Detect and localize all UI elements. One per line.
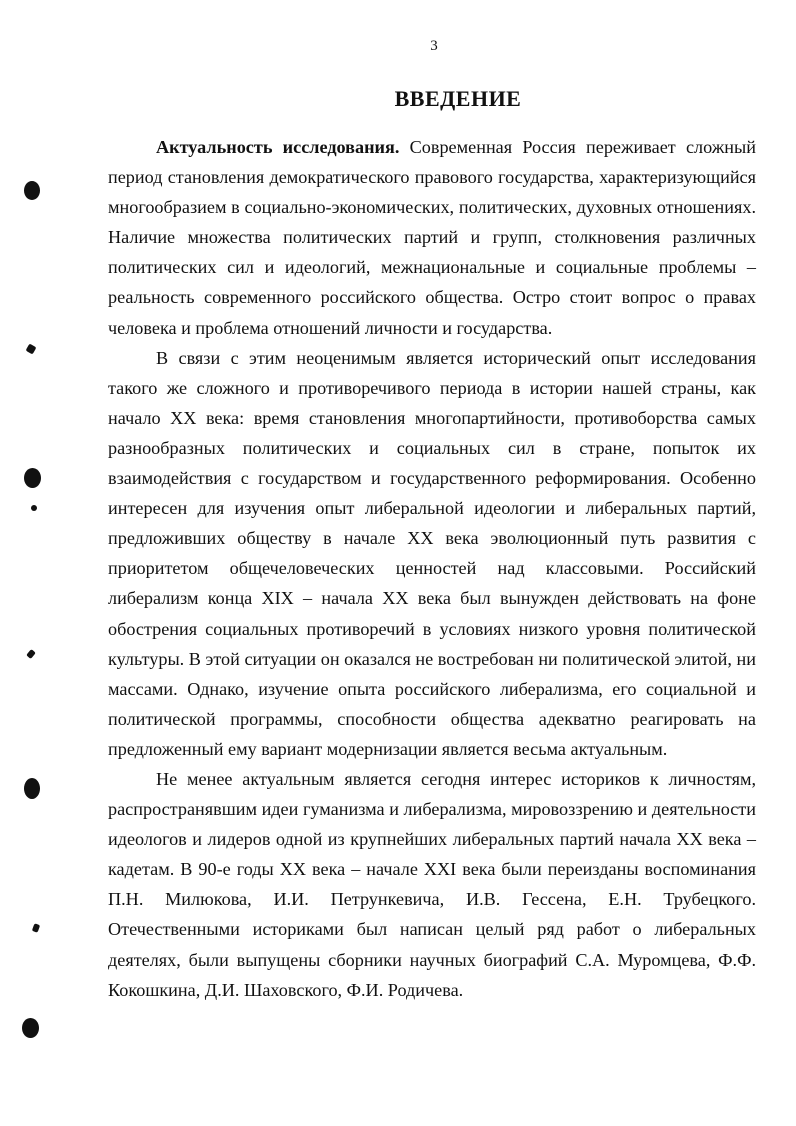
scan-mark	[24, 181, 40, 200]
paragraph-text: Не менее актуальным является сегодня интерес историков к личностям, распространявшим идеи гуманизма и либерализма, мировоззрению и деятельности идеологов и лидеров одной из крупнейших либеральных партий начала XX века – кадетам. В 90-е годы XX века – начале XXI века были переизданы воспоминания П.Н. Милюкова, И.И. Петрункевича, И.В. Гессена, Е.Н. Трубецкого. Отечественными историками был написан целый ряд работ о либеральных деятелях, были выпущены сборники научных биографий С.А. Муромцева, Ф.Ф. Кокошкина, Д.И. Шаховского, Ф.И. Родичева.	[108, 768, 756, 1000]
page-number: 3	[430, 38, 438, 54]
scan-mark	[26, 649, 36, 659]
paragraph-text: В связи с этим неоценимым является исторический опыт исследования такого же сложного и противоречивого периода в истории нашей страны, как начало XX века: время становления многопартийности, противоборства самых разнообразных политических и социальных сил в стране, попыток их взаимодействия с государством и государственного реформирования. Особенно интересен для изучения опыт либеральной идеологии и либеральных партий, предложивших обществу в начале XX века эволюционный путь развития с приоритетом общечеловеческих ценностей над классовыми. Российский либерализм конца XIX – начала XX века был вынужден действовать на фоне обострения социальных противоречий в условиях низкого уровня политической культуры. В этой ситуации он оказался не востребован ни политической элитой, ни массами. Однако, изучение опыта российского либерализма, его социальной и политической программы, способности общества адекватно реагировать на предложенный ему вариант модернизации является весьма актуальным.	[108, 347, 756, 759]
scan-mark	[24, 468, 41, 488]
paragraph-2	[108, 343, 756, 764]
body-text	[108, 132, 756, 1005]
scan-mark	[31, 505, 37, 511]
scan-mark	[24, 778, 40, 799]
scan-mark	[32, 923, 40, 933]
page-title: ВВЕДЕНИЕ	[394, 86, 522, 111]
paragraph-lead: Актуальность исследования.	[156, 137, 400, 157]
paragraph-1	[108, 132, 756, 343]
scan-mark	[22, 1018, 39, 1038]
paragraph-text: Современная Россия переживает сложный период становления демократического правового государства, характеризующийся многообразием в социально-экономических, политических, духовных отношениях. Наличие множества политических партий и групп, столкновения различных политических сил и идеологий, межнациональные и социальные проблемы – реальность современного российского общества. Остро стоит вопрос о правах человека и проблема отношений личности и государства.	[108, 137, 756, 338]
paragraph-3	[108, 764, 756, 1005]
scan-mark	[26, 344, 37, 355]
